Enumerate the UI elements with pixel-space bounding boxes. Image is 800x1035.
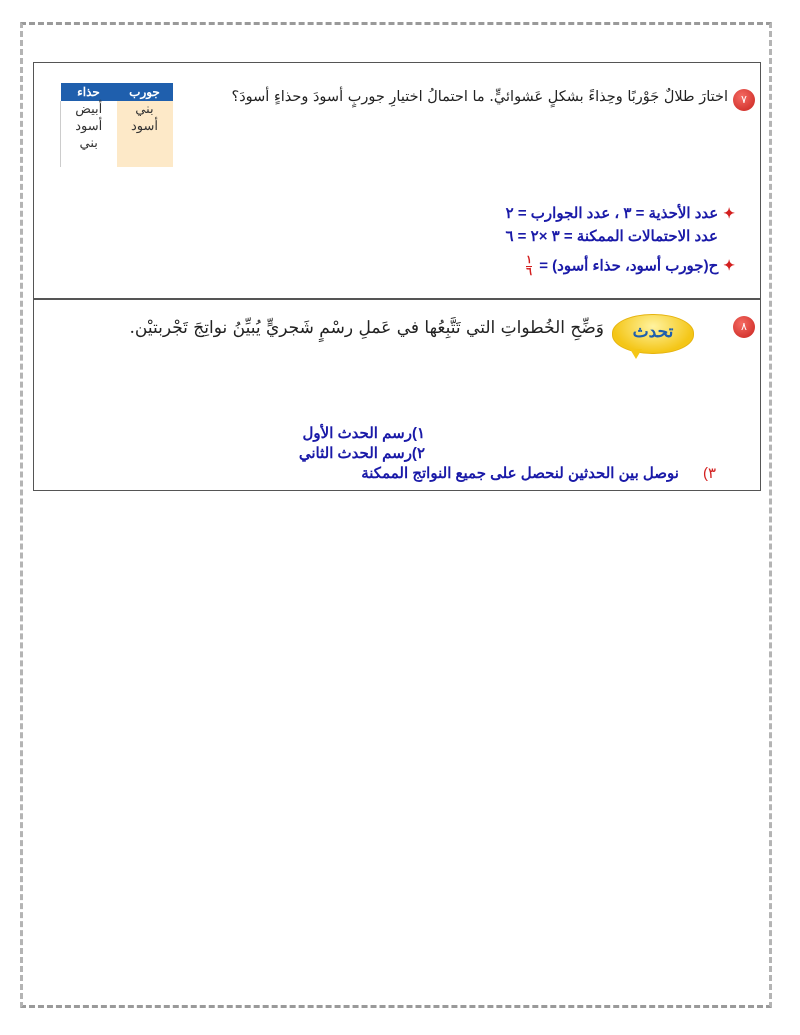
sock-value: بني bbox=[135, 102, 154, 117]
sock-shoe-table bbox=[60, 83, 173, 167]
question-number-8: ٨ bbox=[733, 316, 755, 338]
bullet-star-icon: ✦ bbox=[723, 257, 735, 274]
question-number-7: ٧ bbox=[733, 89, 755, 111]
header-shoe: حذاء bbox=[61, 83, 117, 101]
answer-line-2: عدد الاحتمالات الممكنة = ٣ ×٢ = ٦ bbox=[505, 228, 718, 245]
shoe-value: بني bbox=[79, 136, 98, 151]
speech-bubble-icon: تحدث bbox=[612, 314, 694, 354]
shoe-values bbox=[61, 101, 117, 167]
sock-values bbox=[117, 101, 173, 167]
bullet-star-icon: ✦ bbox=[723, 205, 735, 221]
header-sock: جورب bbox=[117, 83, 173, 101]
fraction-one-sixth: $\frac{١}{٦}$ bbox=[526, 254, 533, 278]
step-2: ٢)رسم الحدث الثاني bbox=[298, 445, 425, 462]
sock-value: أسود bbox=[130, 119, 158, 134]
shoe-value: أسود bbox=[75, 119, 103, 134]
shoe-value: أبيض bbox=[75, 102, 103, 117]
question-7-text: اختارَ طلالٌ جَوْربًا وحِذاءً بشكلٍ عَشوائيٍّ. ما احتمالُ اختيارِ جوربٍ أسودَ وحذاءٍ أسودَ؟ bbox=[231, 89, 728, 105]
step-1: ١)رسم الحدث الأول bbox=[302, 425, 425, 442]
answer-line-3: ✦ح(جورب أسود، حذاء أسود) = $\frac{١}{٦}$ bbox=[526, 254, 735, 278]
step-3: ٣)نوصل بين الحدثين لنحصل على جميع النواتج الممكنة bbox=[361, 465, 716, 482]
question-8-text: وَضِّحِ الخُطواتِ التي تَتَّبِعُها في عَملِ رسْمٍ شَجريٍّ يُبيِّنُ نواتِجَ تَجْربتيْن. bbox=[129, 318, 604, 338]
step-3-number: ٣) bbox=[702, 465, 716, 482]
speech-bubble-tail bbox=[630, 349, 642, 359]
answer-line-1: ✦عدد الأحذية = ٣ ، عدد الجوارب = ٢ bbox=[505, 205, 735, 222]
